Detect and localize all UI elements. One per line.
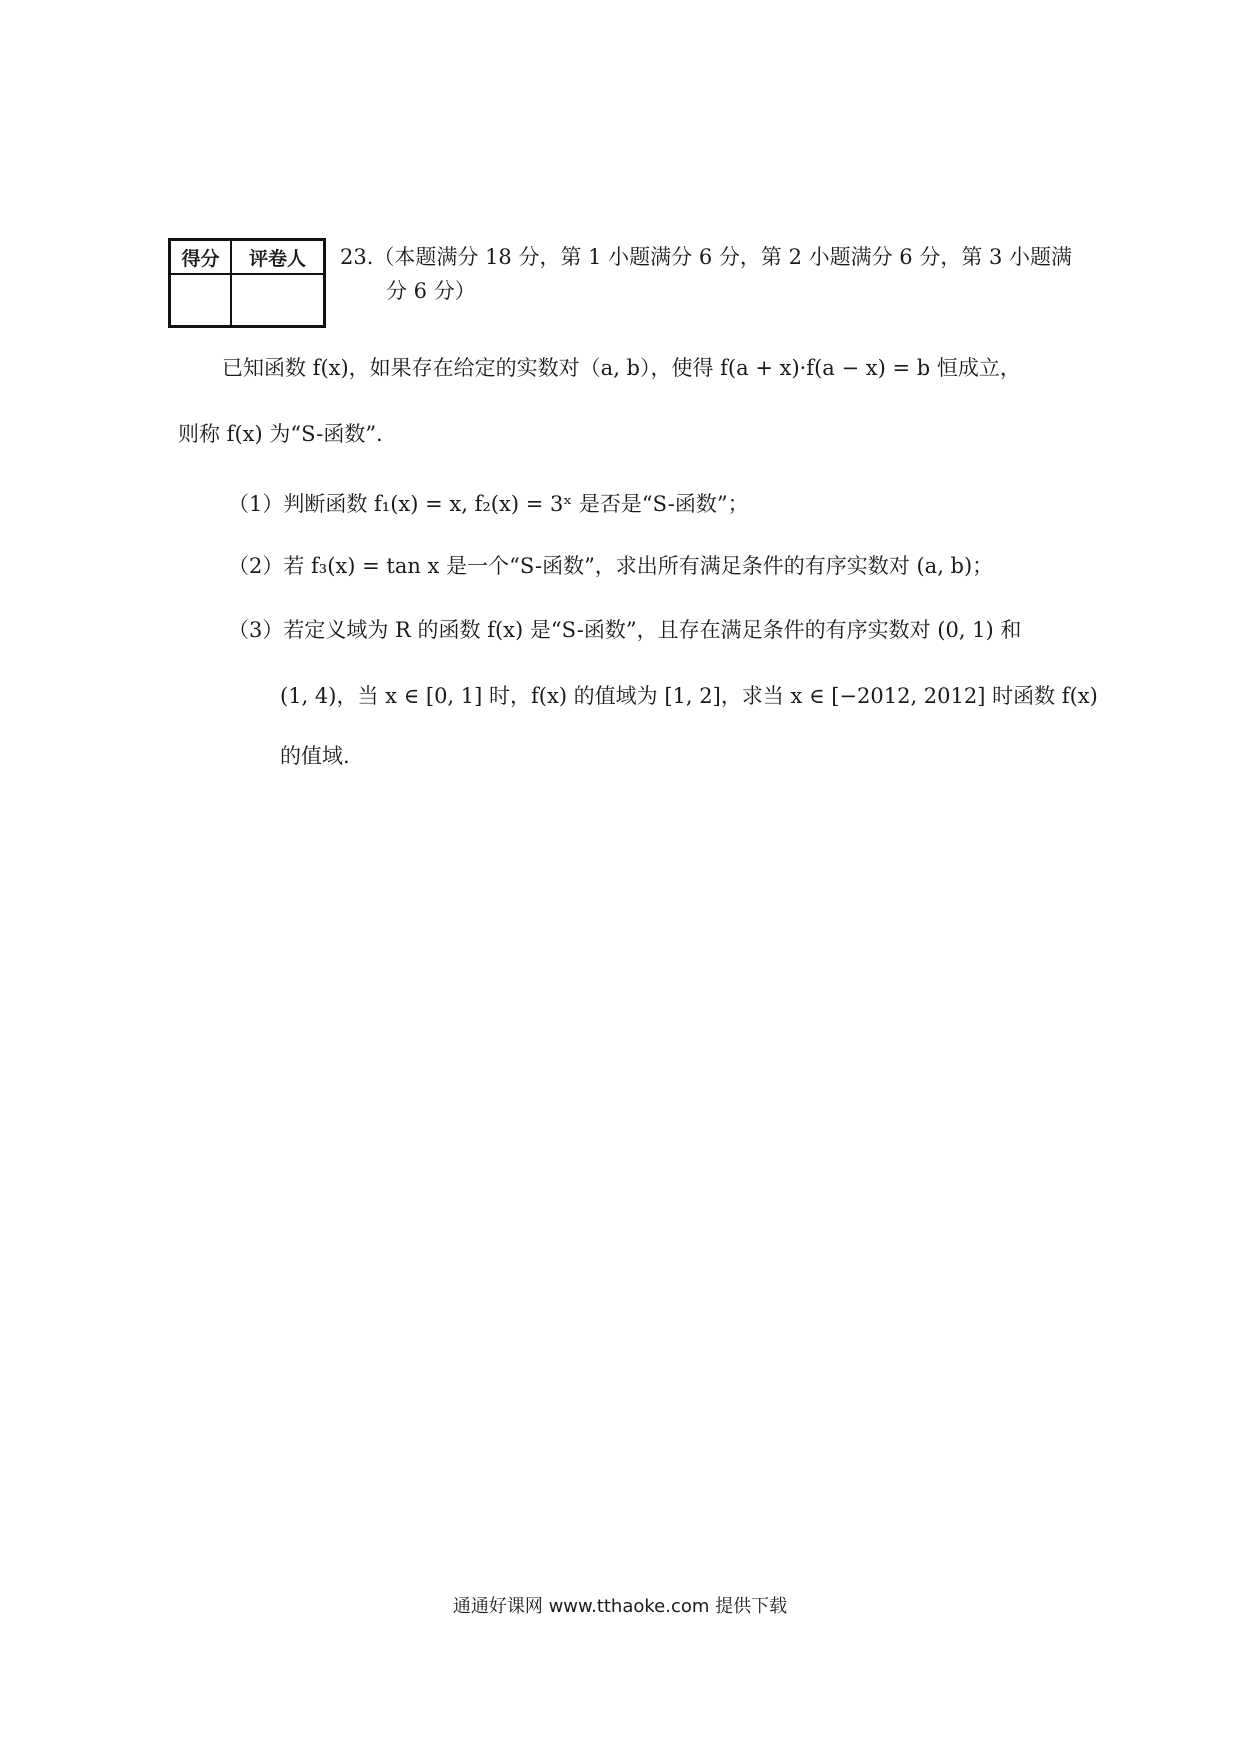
question-header-line2: 分 6 分） [386, 279, 476, 303]
score-label: 得分 [170, 240, 232, 275]
grader-cell[interactable] [231, 274, 324, 327]
score-cell[interactable] [170, 274, 232, 327]
intro-paragraph-line1: 已知函数 f(x)，如果存在给定的实数对（a, b），使得 f(a + x)·f(a − x) = b 恒成立， [222, 356, 1021, 380]
question-header-line1: 23.（本题满分 18 分，第 1 小题满分 6 分，第 2 小题满分 6 分，第 3 小题满 [340, 245, 1073, 269]
footer-credit: 通通好课网 www.tthaoke.com 提供下载 [452, 1596, 788, 1617]
question-header [340, 240, 1080, 308]
part-3-line2: (1, 4)，当 x ∈ [0, 1] 时，f(x) 的值域为 [1, 2]，求当 x ∈ [−2012, 2012] 时函数 f(x) [280, 684, 1098, 708]
intro-paragraph-line2: 则称 f(x) 为“S-函数”． [178, 422, 398, 446]
part-2: （2）若 f₃(x) = tan x 是一个“S-函数”，求出所有满足条件的有序实数对 (a, b)； [228, 554, 994, 578]
part-3-line1: （3）若定义域为 R 的函数 f(x) 是“S-函数”，且存在满足条件的有序实数对 (0, 1) 和 [228, 618, 1022, 642]
part-3-line3: 的值域. [280, 744, 350, 768]
grader-label: 评卷人 [231, 240, 324, 275]
part-1: （1）判断函数 f₁(x) = x, f₂(x) = 3ˣ 是否是“S-函数”； [228, 492, 749, 516]
score-box [168, 238, 326, 328]
